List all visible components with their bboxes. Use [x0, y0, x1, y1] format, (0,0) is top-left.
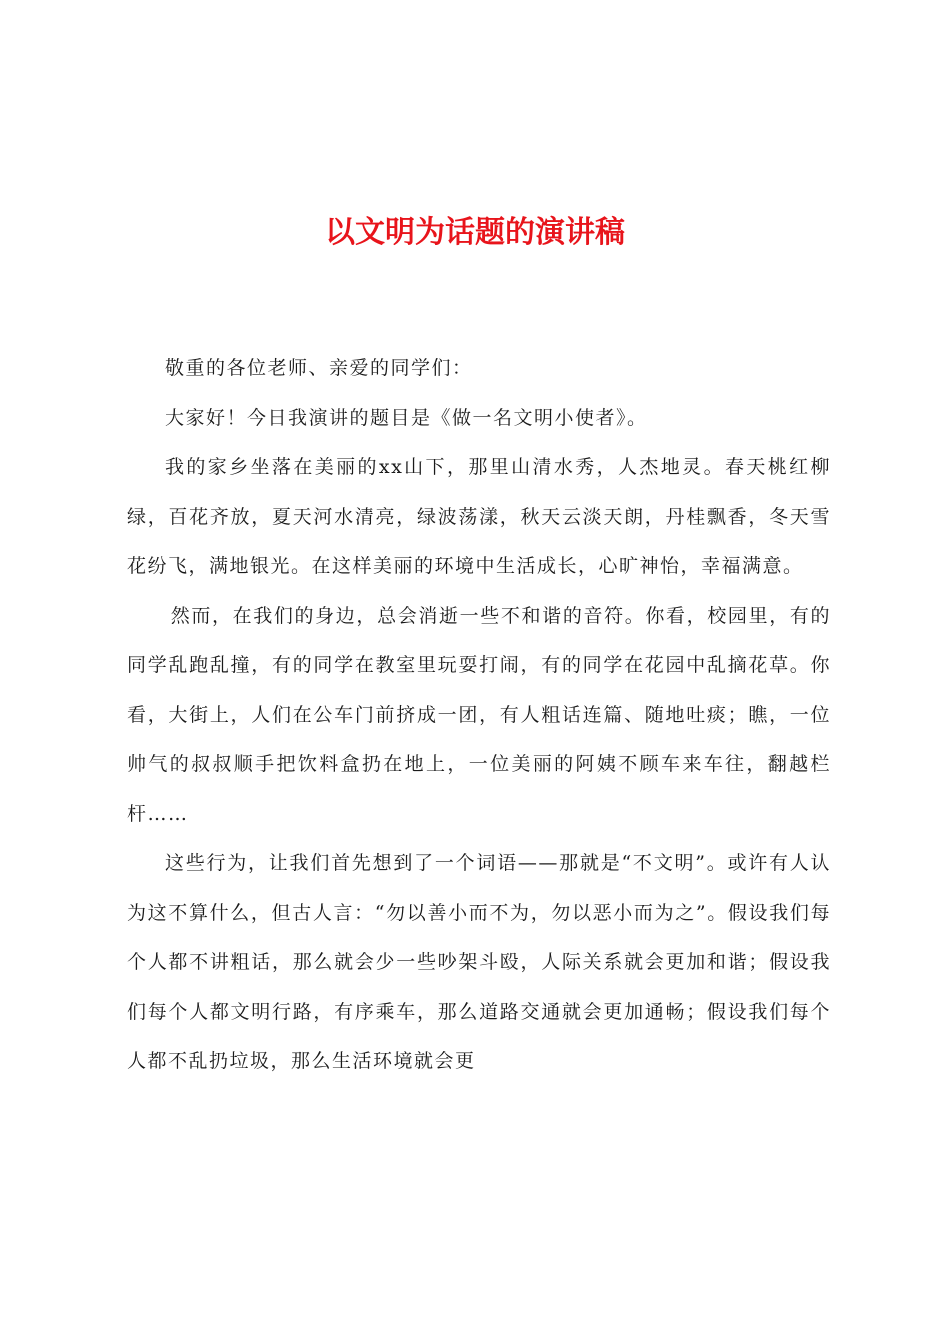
paragraph-disharmony: 然而，在我们的身边，总会消逝一些不和谐的音符。你看，校园里，有的同学乱跑乱撞，有的同学在教室里玩耍打闹，有的同学在花园中乱摘花草。你看，大街上，人们在公车门前挤成一团，有人粗话连篇、随地吐痰；瞧，一位帅气的叔叔顺手把饮料盒扔在地上，一位美丽的阿姨不顾车来车往，翻越栏杆…… [127, 604, 831, 825]
paragraph-uncivilized: 这些行为，让我们首先想到了一个词语——那就是“不文明”。或许有人认为这不算什么，但古人言：“勿以善小而不为，勿以恶小而为之”。假设我们每个人都不讲粗话，那么就会少一些吵架斗殴，人际关系就会更加和谐；假设我们每个人都文明行路，有序乘车，那么道路交通就会更加通畅；假设我们每个人都不乱扔垃圾，那么生活环境就会更 [127, 852, 831, 1072]
paragraph-intro: 大家好！今日我演讲的题目是《做一名文明小使者》。 [165, 406, 648, 429]
paragraph-greeting: 敬重的各位老师、亲爱的同学们： [165, 357, 473, 379]
document-body [127, 344, 831, 1087]
document-title: 以文明为话题的演讲稿 [325, 215, 625, 250]
paragraph-hometown: 我的家乡坐落在美丽的xx山下，那里山清水秀，人杰地灵。春天桃红柳绿，百花齐放，夏天河水清亮，绿波荡漾，秋天云淡天朗，丹桂飘香，冬天雪花纷飞，满地银光。在这样美丽的环境中生活成长，心旷神怡，幸福满意。 [127, 456, 831, 577]
